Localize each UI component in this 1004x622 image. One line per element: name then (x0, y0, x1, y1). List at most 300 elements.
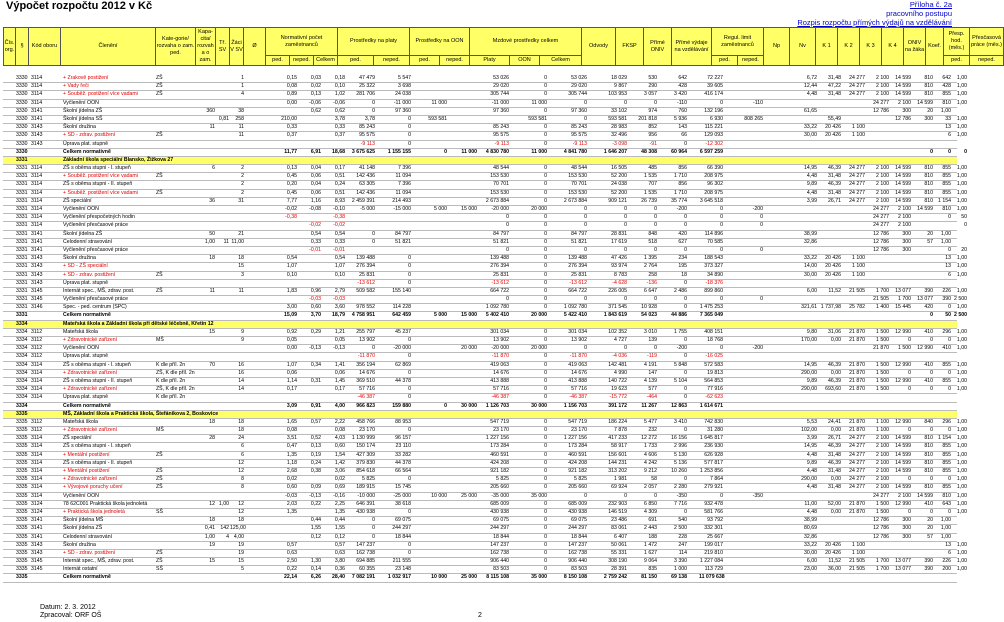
table-cell: 13 902 (359, 337, 375, 343)
table-cell: + Zdravotnické zařízení (63, 386, 118, 393)
table-cell: 693,60 (825, 386, 841, 393)
table-cell: Vyčlenění OON (63, 206, 99, 212)
table-cell: 50 (209, 230, 215, 237)
table-cell: 300 (902, 230, 911, 237)
table-cell: 419 063 (490, 361, 509, 368)
table-cell: 0,08 (286, 427, 297, 434)
table-cell: 3143 (31, 279, 43, 286)
table-cell: 14 599 (917, 99, 933, 106)
col-platy-ped: ped. (338, 56, 374, 66)
table-cell: -350 (752, 492, 763, 499)
table-cell: Mateřská škola a Základní škola při dětské léčebně, Křetín 12 (63, 320, 214, 327)
table-cell: 8 (241, 476, 244, 483)
table-cell: 4,48 (806, 484, 817, 491)
table-cell: 1,83 (286, 287, 297, 294)
table-cell: -9 113 (494, 140, 509, 147)
table-cell: ZŠ (156, 271, 163, 278)
table-cell: Úprava plat. stupně (63, 353, 108, 360)
table-cell: 855 (942, 443, 951, 450)
table-cell: + SD - zdrav. postižení (63, 271, 116, 278)
table-cell: 1 400 (876, 304, 889, 311)
footer-zpracoval: Zpracoval: ORF OŠ (40, 612, 102, 619)
table-cell: 966 823 (356, 402, 375, 409)
table-cell: 34 890 (707, 271, 723, 278)
table-cell: 0 (684, 386, 687, 393)
table-cell: 810 (924, 484, 933, 491)
table-cell: 18 844 (571, 533, 587, 540)
table-cell: 35 000 (531, 492, 547, 499)
table-cell: -0,08 (309, 206, 321, 212)
table-cell: 32,86 (804, 533, 817, 540)
table-cell: 2 100 (898, 99, 911, 106)
table-cell: 3 (241, 271, 244, 278)
table-cell: 14 599 (895, 468, 911, 474)
table-cell: 142 (220, 525, 229, 532)
table-cell: 5 848 (674, 361, 687, 368)
table-cell: 1 154 (938, 435, 951, 442)
table-cell: 24 277 (849, 484, 865, 491)
table-cell: 6 407 (614, 533, 627, 540)
table-cell: + Souběž. postižení více vadami (63, 173, 138, 180)
table-row (3, 132, 967, 140)
table-cell: 31,48 (828, 75, 841, 81)
table-row (3, 500, 967, 509)
table-cell: + Praktická škola jednoletá (63, 508, 125, 515)
table-cell: 15 (209, 328, 215, 335)
table-cell: 20 426 (825, 263, 841, 270)
column-header (3, 27, 1004, 66)
table-cell: 4,48 (806, 508, 817, 515)
table-cell: 0 (544, 369, 547, 376)
table-cell: 0,57 (310, 418, 321, 425)
table-cell: 1,00 (956, 115, 967, 122)
table-cell: -20 000 (491, 206, 509, 212)
table-cell: 1 646 207 (603, 148, 627, 155)
table-row (3, 124, 967, 132)
table-cell: 3,60 (334, 304, 345, 311)
table-cell: 14 599 (895, 173, 911, 180)
table-cell: 419 063 (568, 361, 587, 368)
table-cell: 125,00 (230, 525, 246, 532)
table-cell: 29 020 (493, 83, 509, 90)
table-row (3, 214, 967, 222)
table-cell: -91 (649, 140, 657, 147)
table-cell: 19 813 (707, 369, 723, 376)
table-cell: 15 (238, 558, 244, 565)
table-cell: 3335 (16, 435, 28, 442)
table-cell: 1,00 (956, 165, 967, 172)
table-cell: 3330 (16, 75, 28, 81)
table-cell: 0,89 (286, 91, 297, 98)
table-cell: 32,86 (804, 238, 817, 245)
table-cell: 1,42 (334, 459, 345, 466)
table-cell: 3331 (16, 255, 28, 262)
table-cell: 3114 (31, 91, 43, 98)
table-cell: 509 582 (356, 287, 375, 294)
table-cell: 1,00 (956, 255, 967, 262)
table-cell: 0 (624, 492, 627, 499)
table-row (3, 75, 967, 83)
table-cell: 664 722 (490, 287, 509, 294)
table-cell: 18 (209, 517, 215, 524)
table-cell: 3335 (16, 558, 28, 565)
table-cell: 2 100 (876, 181, 889, 188)
table-cell: 0 (948, 214, 951, 221)
table-cell: 11,52 (828, 287, 841, 294)
table-cell: 3331 (16, 296, 28, 303)
table-cell: 3330 (16, 140, 28, 147)
table-cell: -11 870 (569, 353, 587, 360)
table-cell: 142 436 (356, 189, 375, 196)
table-cell: 25 831 (493, 271, 509, 278)
table-row (3, 525, 957, 533)
table-cell: ZŠ (156, 173, 163, 180)
table-cell: 909 121 (608, 197, 627, 204)
table-cell: 24,41 (828, 418, 841, 425)
table-cell: 430 938 (356, 508, 375, 515)
table-cell: 3330 (16, 99, 28, 106)
table-cell: 205 660 (490, 484, 509, 491)
table-cell: 70 585 (707, 238, 723, 245)
table-cell: 391 172 (608, 402, 627, 409)
table-cell: 24 277 (873, 222, 889, 229)
table-cell: 1 100 (852, 263, 865, 270)
table-row (3, 239, 957, 247)
table-cell: -46 387 (357, 394, 375, 401)
table-cell: 0 (544, 230, 547, 237)
table-cell: 14,95 (804, 165, 817, 172)
table-cell: 0 (908, 337, 911, 343)
table-cell: MŠ, Základní škola a Praktická škola, Štefánikova 2, Boskovice (63, 410, 219, 417)
table-cell: 12 863 (671, 402, 687, 409)
table-cell: ZŠ (156, 75, 163, 81)
table-cell: 2 486 (674, 287, 687, 294)
table-cell: 0,96 (310, 287, 321, 294)
table-cell: 57 716 (493, 386, 509, 393)
table-cell: 15 000 (461, 206, 477, 212)
table-cell: 30 000 (531, 402, 547, 409)
table-row (3, 157, 957, 165)
col-limit-neped: neped. (738, 56, 764, 66)
table-cell: 0 (684, 214, 687, 221)
table-cell: 0 (544, 533, 547, 540)
table-cell: 2 100 (876, 451, 889, 458)
table-row (3, 386, 967, 394)
table-cell: 1 700 (876, 566, 889, 573)
table-cell: 189 915 (356, 484, 375, 491)
table-row (3, 255, 967, 263)
table-cell: 3114 (31, 222, 43, 229)
table-cell: 1,00 (204, 238, 215, 245)
table-cell: 1 535 (644, 173, 657, 180)
table-cell: 0,13 (310, 443, 321, 450)
table-cell: 18 (238, 255, 244, 262)
table-cell: SŠ (156, 566, 163, 573)
table-cell: 0 (408, 508, 411, 515)
table-cell: 646 391 (356, 500, 375, 507)
table-cell: 0 (408, 549, 411, 556)
table-row (3, 304, 967, 312)
table-cell: 0,17 (334, 165, 345, 172)
table-cell: 12 786 (873, 238, 889, 245)
table-cell: 69 138 (671, 574, 687, 581)
table-cell: 162 738 (568, 549, 587, 556)
table-row (3, 91, 967, 99)
table-cell: 3114 (31, 99, 43, 106)
table-cell: 26 739 (641, 197, 657, 204)
table-cell: 810 (924, 75, 933, 81)
table-cell: 3114 (31, 443, 43, 450)
table-cell: 12 272 (641, 435, 657, 442)
table-cell: 21 (238, 230, 244, 237)
table-cell: 0,04 (310, 165, 321, 172)
table-cell: 0,06 (310, 189, 321, 196)
table-cell: 2 (241, 181, 244, 188)
table-cell: 300 (902, 238, 911, 245)
table-cell: 7 864 (710, 476, 723, 483)
table-cell: 2 100 (876, 459, 889, 466)
table-cell: 14 599 (895, 197, 911, 204)
table-cell: 0,00 (286, 345, 297, 352)
table-cell: 0,29 (310, 328, 321, 335)
table-cell: 7 716 (674, 500, 687, 507)
table-cell: 162 738 (490, 549, 509, 556)
table-cell: 593 581 (428, 115, 447, 122)
table-row (3, 206, 967, 214)
table-cell: 3330 (16, 107, 28, 114)
table-cell: 0 (544, 304, 547, 311)
header-attachment-block (797, 0, 952, 27)
table-cell: 1,00 (956, 271, 967, 278)
table-cell: 0 (654, 206, 657, 212)
table-cell: 69 075 (571, 517, 587, 524)
table-row (3, 517, 957, 525)
table-cell: 296 (942, 328, 951, 335)
table-cell: Školní jídelna ZŠ (63, 107, 103, 114)
table-cell: 6 (241, 443, 244, 450)
table-row (3, 312, 967, 320)
table-cell: 14 599 (895, 83, 911, 90)
table-cell: 1,00 (956, 435, 967, 442)
table-cell: 1 627 (644, 549, 657, 556)
table-cell: 208 975 (704, 173, 723, 180)
table-cell: 66 (681, 132, 687, 139)
table-cell: 0,54 (310, 230, 321, 237)
table-cell: 3331 (16, 246, 28, 253)
table-cell: 810 (924, 459, 933, 466)
table-cell: 0,00 (830, 337, 841, 343)
table-cell: ZŠ (156, 476, 163, 483)
table-cell: 142 481 (608, 361, 627, 368)
table-cell: 0 (544, 476, 547, 483)
table-cell: 24 277 (849, 459, 865, 466)
table-cell: 5 136 (674, 459, 687, 466)
table-cell: 0 (544, 246, 547, 253)
table-cell: 1 700 (876, 558, 889, 565)
table-cell: 1,65 (286, 418, 297, 425)
table-cell: -46 387 (491, 394, 509, 401)
table-cell: 0,02 (310, 83, 321, 90)
table-cell: 69 924 (611, 484, 627, 491)
table-cell: -11 870 (491, 353, 509, 360)
table-cell: 4 (226, 533, 229, 540)
table-cell: 0 (408, 541, 411, 548)
table-cell: 5 825 (574, 476, 587, 483)
process-link[interactable]: Rozpis rozpočtu přímých výdajů na vzdělávání (797, 18, 952, 27)
table-cell: 1 733 (644, 443, 657, 450)
table-cell: 153 530 (568, 173, 587, 180)
table-cell: 410 (924, 361, 933, 368)
table-cell: 0,00 (286, 99, 297, 106)
table-cell: 3331 (16, 189, 28, 196)
table-cell: 8 (241, 484, 244, 491)
table-cell: 2 100 (876, 197, 889, 204)
table-cell: 20 000 (531, 206, 547, 212)
table-cell: 96 157 (395, 435, 411, 442)
table-cell: 18 (238, 427, 244, 434)
table-cell: -13 612 (491, 279, 509, 286)
table-row (3, 246, 967, 255)
table-cell: 6 (948, 549, 951, 556)
table-cell: 0 (720, 345, 723, 352)
table-cell: -11 000 (393, 99, 411, 106)
table-cell: 2 759 242 (603, 574, 627, 581)
col-kategorie: Kate-gorie/ rozvaha o zam. ped. (156, 28, 196, 66)
table-cell: -0,06 (333, 99, 345, 106)
table-cell: 0 (654, 492, 657, 499)
table-cell: 1 227 156 (563, 435, 587, 442)
table-cell: 0 (948, 246, 951, 253)
data-table-body (3, 75, 967, 581)
table-cell: 854 618 (356, 468, 375, 474)
table-cell: 0,60 (286, 484, 297, 491)
table-cell: 13 (945, 263, 951, 270)
table-cell: 24 277 (849, 83, 865, 90)
col-mz-platy: Platy (470, 56, 510, 66)
table-cell: 10 000 (431, 574, 447, 581)
table-cell: 4,48 (806, 91, 817, 98)
col-presp-ped: ped. (944, 56, 970, 66)
table-cell: -12 302 (705, 140, 723, 147)
table-cell: 31,48 (828, 91, 841, 98)
table-cell: Spec. - ped. centrum (SPC) (63, 304, 127, 311)
table-cell: 0,19 (310, 451, 321, 458)
table-cell: 0 (584, 214, 587, 221)
table-cell: 1,30 (310, 558, 321, 565)
table-cell: 50 (961, 214, 967, 221)
table-cell: 24 277 (849, 173, 865, 180)
table-cell: 14 599 (895, 189, 911, 196)
table-cell: 153 530 (490, 189, 509, 196)
table-cell: 55 331 (611, 549, 627, 556)
table-cell: 83 503 (571, 566, 587, 573)
table-cell: 81 150 (641, 574, 657, 581)
table-cell: 3 390 (674, 558, 687, 565)
table-cell: 3334 (16, 337, 28, 343)
table-row (3, 83, 967, 91)
table-cell: 0 (624, 222, 627, 229)
table-cell: 2 100 (876, 91, 889, 98)
table-cell: 460 591 (568, 451, 587, 458)
table-cell: ZŠ speciální (63, 435, 92, 442)
table-row (3, 231, 957, 239)
table-cell: 0,12 (310, 533, 321, 540)
table-cell: 0 (584, 345, 587, 352)
table-cell: 7 082 191 (351, 574, 375, 581)
table-cell: 0 (654, 246, 657, 253)
table-cell: 3330 (16, 115, 28, 122)
table-cell: 810 (942, 99, 951, 106)
table-cell: 39 605 (707, 83, 723, 90)
table-cell: 1,00 (956, 500, 967, 507)
table-cell: 244 297 (392, 525, 411, 532)
table-cell: 1,00 (956, 476, 967, 483)
table-cell: 24 277 (849, 189, 865, 196)
table-cell: 3112 (31, 427, 43, 434)
table-cell: 236 930 (704, 443, 723, 450)
table-cell: 156 601 (608, 451, 627, 458)
table-cell: 1,00 (956, 369, 967, 376)
table-cell: 0 (444, 148, 447, 155)
table-cell: 290,00 (801, 369, 817, 376)
table-row (3, 99, 967, 108)
table-cell: 13 077 (895, 558, 911, 565)
table-cell: 0 (444, 402, 447, 409)
table-cell: 14 599 (895, 443, 911, 450)
table-cell: Internát spec., MŠ, zdrav. post. (63, 287, 135, 294)
table-cell: -9 113 (572, 140, 587, 147)
table-cell: 0 (544, 271, 547, 278)
table-cell: 2 100 (876, 189, 889, 196)
table-cell: 1,18 (286, 459, 297, 466)
table-cell: 313 202 (608, 468, 627, 474)
table-cell: Celkem normativně (63, 574, 111, 581)
table-cell: K dle příl. 2n (156, 361, 186, 368)
table-cell: 810 (942, 492, 951, 499)
table-cell: 855 (942, 484, 951, 491)
table-cell: Mateřská škola (63, 328, 98, 335)
table-cell: 1,00 (956, 427, 967, 434)
table-cell: 1 100 (876, 418, 889, 425)
table-cell: 1,00 (940, 107, 951, 114)
table-cell: 14 (238, 386, 244, 393)
table-cell: 139 488 (356, 255, 375, 262)
table-cell: 58 (651, 476, 657, 483)
table-cell: 20 426 (825, 549, 841, 556)
table-cell: 173 284 (490, 443, 509, 450)
table-cell: 0,05 (286, 337, 297, 343)
table-cell: 52 200 (611, 173, 627, 180)
table-cell: 3335 (16, 459, 28, 466)
table-cell: 0 (908, 369, 911, 376)
table-cell: 16 (238, 369, 244, 376)
table-cell: 1 710 (674, 173, 687, 180)
table-cell: 19 (238, 541, 244, 548)
table-cell: 20 (927, 230, 933, 237)
table-cell: 1,00 (940, 238, 951, 245)
table-cell: 14 599 (917, 206, 933, 212)
table-row (3, 418, 967, 427)
table-cell: 685 009 (568, 500, 587, 507)
table-cell: K dle příl. 2n (156, 394, 186, 401)
table-cell: 0 (948, 304, 951, 311)
table-cell: 3331 (16, 156, 28, 163)
table-cell: 2 (241, 173, 244, 180)
table-cell: 12 786 (873, 230, 889, 237)
table-cell: 24 277 (849, 75, 865, 81)
table-cell: 3335 (16, 574, 28, 581)
table-cell: ZŠ (156, 91, 163, 98)
